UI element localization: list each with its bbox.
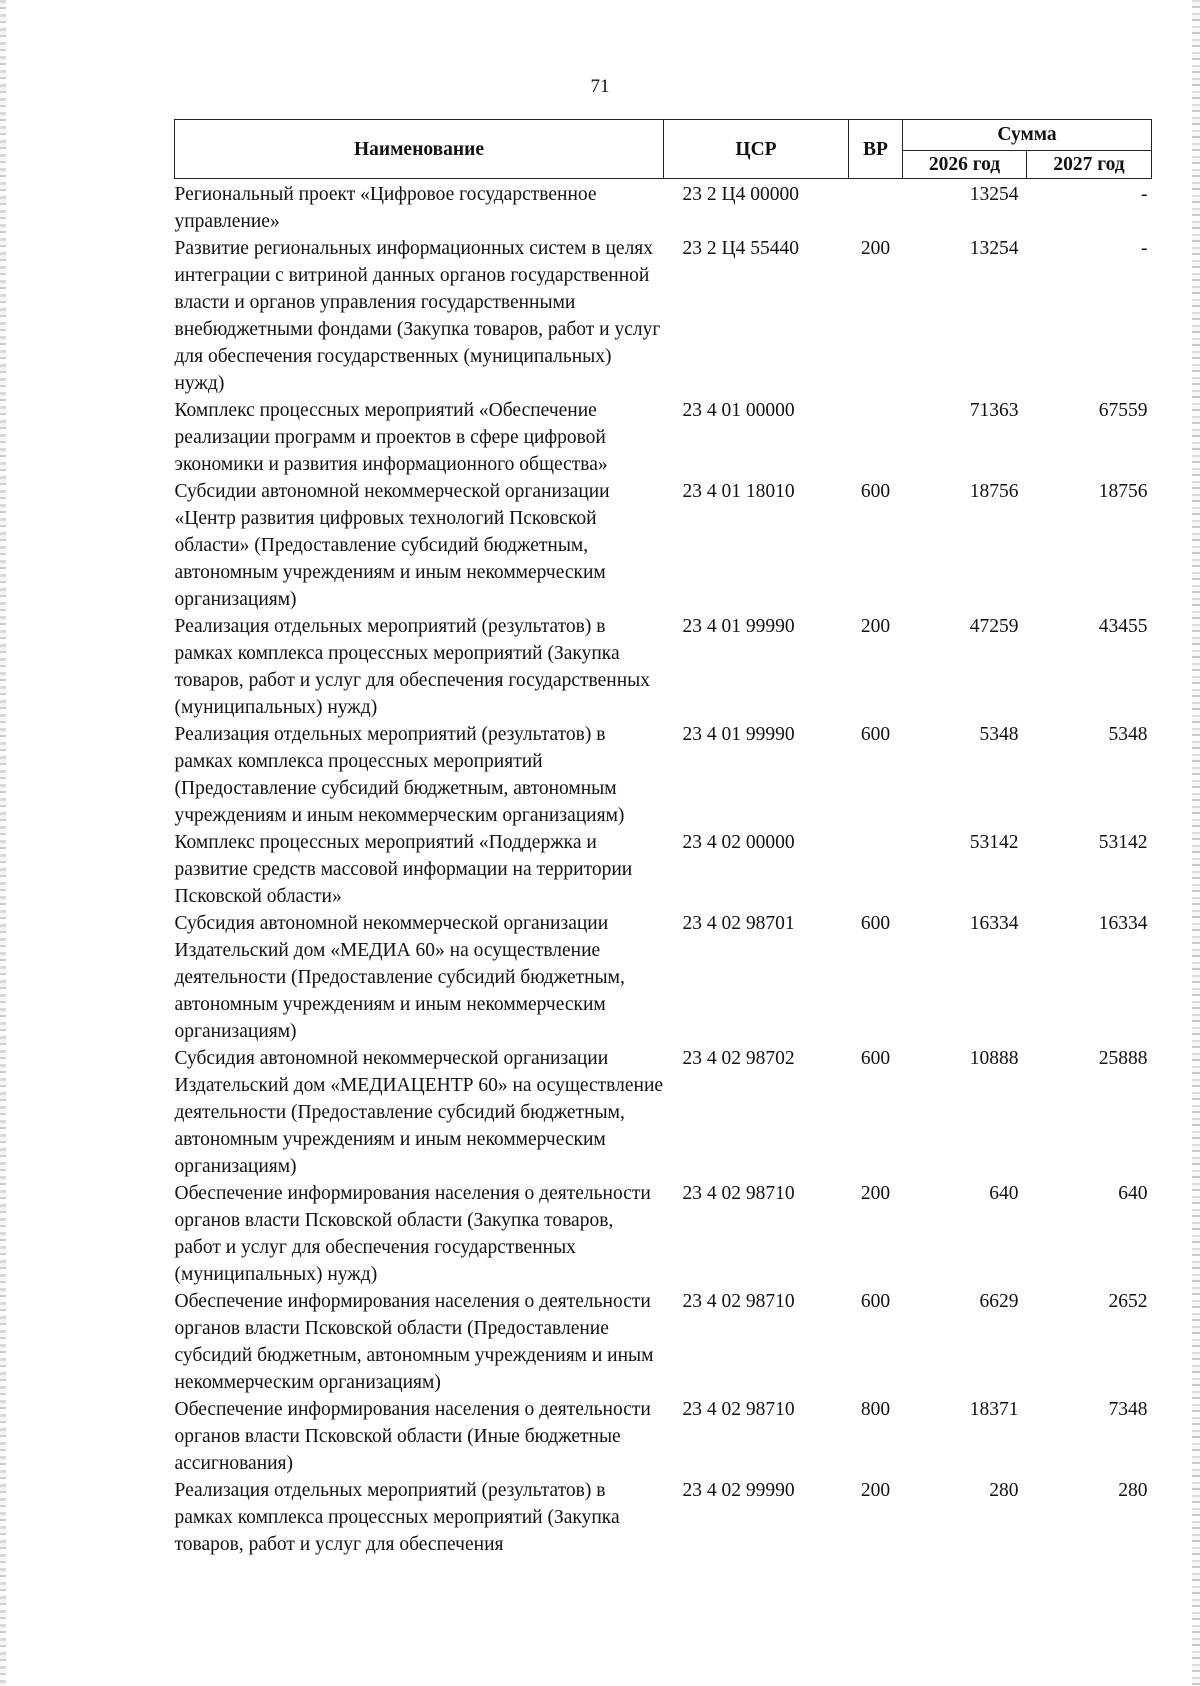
table-row	[175, 1288, 1152, 1396]
cell-csr: 23 4 02 00000	[682, 832, 795, 853]
cell-name: Реализация отдельных мероприятий (результатов) в рамках комплекса процессных мероприятий (Закупка товаров, работ и услуг для обеспечения государственных (муниципальных) нужд)	[174, 616, 650, 718]
cell-sum-2026: 18756	[969, 481, 1019, 502]
cell-name: Субсидия автономной некоммерческой организации Издательский дом «МЕДИА 60» на осуществление деятельности (Предоставление субсидий бюджетным, автономным учреждениям и иным некоммерческим организациям)	[174, 913, 625, 1042]
cell-sum-2026: 13254	[969, 184, 1019, 205]
header-name: Наименование	[175, 120, 664, 179]
table-row	[175, 1045, 1152, 1180]
cell-sum-2027: 640	[1118, 1183, 1148, 1204]
cell-csr: 23 4 01 99990	[682, 616, 795, 637]
cell-vr: 200	[860, 1183, 891, 1204]
cell-name: Обеспечение информирования населения о деятельности органов власти Псковской области (Иные бюджетные ассигнования)	[174, 1399, 651, 1474]
cell-vr: 800	[860, 1399, 891, 1420]
header-csr: ЦСР	[664, 120, 849, 179]
cell-sum-2026: 5348	[979, 724, 1019, 745]
header-year-2027: 2027 год	[1027, 151, 1152, 179]
cell-name: Комплекс процессных мероприятий «Поддержка и развитие средств массовой информации на территории Псковской области»	[174, 832, 633, 907]
cell-sum-2027: 18756	[1098, 481, 1148, 502]
cell-sum-2026: 53142	[969, 832, 1019, 853]
header-vr: ВР	[849, 120, 903, 179]
cell-vr: 200	[860, 238, 891, 259]
cell-name: Обеспечение информирования населения о деятельности органов власти Псковской области (Предоставление субсидий бюджетным, автономным учреждениям и иным некоммерческим организациям)	[174, 1291, 654, 1393]
cell-vr: 600	[860, 481, 891, 502]
table-row	[175, 1180, 1152, 1288]
table-row	[175, 721, 1152, 829]
cell-csr: 23 4 01 99990	[682, 724, 795, 745]
cell-vr	[849, 397, 903, 478]
cell-sum-2027: 25888	[1098, 1048, 1148, 1069]
cell-csr: 23 2 Ц4 55440	[682, 238, 799, 259]
table-row	[175, 179, 1152, 236]
table-row	[175, 397, 1152, 478]
cell-name: Реализация отдельных мероприятий (результатов) в рамках комплекса процессных мероприятий (Закупка товаров, работ и услуг для обеспечения	[174, 1480, 620, 1555]
cell-vr: 600	[860, 1048, 891, 1069]
cell-name: Реализация отдельных мероприятий (результатов) в рамках комплекса процессных мероприятий (Предоставление субсидий бюджетным, автономным учреждениям и иным некоммерческим организациям)	[174, 724, 625, 826]
cell-sum-2027: 2652	[1108, 1291, 1148, 1312]
cell-vr: 600	[860, 913, 891, 934]
page-number: 71	[590, 76, 610, 97]
scan-edge-right	[1192, 0, 1200, 1686]
cell-name: Комплекс процессных мероприятий «Обеспечение реализации программ и проектов в сфере цифровой экономики и развития информационного общества»	[174, 400, 608, 475]
cell-name: Региональный проект «Цифровое государственное управление»	[174, 184, 597, 232]
cell-sum-2026: 18371	[969, 1399, 1019, 1420]
cell-sum-2026: 71363	[969, 400, 1019, 421]
cell-csr: 23 4 01 00000	[682, 400, 795, 421]
table-row	[175, 478, 1152, 613]
cell-sum-2026: 10888	[969, 1048, 1019, 1069]
table-row	[175, 910, 1152, 1045]
cell-name: Обеспечение информирования населения о деятельности органов власти Псковской области (Закупка товаров, работ и услуг для обеспечения государственных (муниципальных) нужд)	[174, 1183, 651, 1285]
cell-vr	[849, 829, 903, 910]
table-row	[175, 1396, 1152, 1477]
cell-sum-2027: -	[1141, 184, 1148, 205]
cell-sum-2027: 16334	[1098, 913, 1148, 934]
cell-csr: 23 4 02 98710	[682, 1399, 795, 1420]
cell-csr: 23 4 02 98702	[682, 1048, 795, 1069]
cell-sum-2026: 640	[989, 1183, 1019, 1204]
cell-sum-2027: -	[1141, 238, 1148, 259]
budget-table	[174, 119, 1152, 1558]
cell-sum-2026: 6629	[979, 1291, 1019, 1312]
table-row	[175, 613, 1152, 721]
cell-csr: 23 4 02 99990	[682, 1480, 795, 1501]
cell-csr: 23 4 02 98701	[682, 913, 795, 934]
cell-vr: 600	[860, 1291, 891, 1312]
scan-edge-left	[0, 0, 6, 1686]
cell-sum-2026: 13254	[969, 238, 1019, 259]
cell-sum-2027: 280	[1118, 1480, 1148, 1501]
cell-sum-2026: 16334	[969, 913, 1019, 934]
table-row	[175, 235, 1152, 397]
cell-sum-2026: 280	[989, 1480, 1019, 1501]
table-header	[175, 120, 1152, 179]
cell-vr: 200	[860, 1480, 891, 1501]
cell-sum-2027: 67559	[1098, 400, 1148, 421]
table-body	[175, 179, 1152, 1559]
cell-name: Развитие региональных информационных систем в целях интеграции с витриной данных органов государственной власти и органов управления государственными внебюджетными фондами (Закупка товаров, работ и услуг для обеспечения государственных (муниципальных) нужд)	[174, 238, 661, 394]
cell-sum-2027: 5348	[1108, 724, 1148, 745]
cell-sum-2027: 53142	[1098, 832, 1148, 853]
cell-sum-2027: 7348	[1108, 1399, 1148, 1420]
cell-vr: 600	[860, 724, 891, 745]
cell-csr: 23 4 02 98710	[682, 1183, 795, 1204]
cell-sum-2027: 43455	[1098, 616, 1148, 637]
cell-vr: 200	[860, 616, 891, 637]
cell-csr: 23 4 02 98710	[682, 1291, 795, 1312]
table-row	[175, 1477, 1152, 1558]
cell-sum-2026: 47259	[969, 616, 1019, 637]
cell-name: Субсидии автономной некоммерческой организации «Центр развития цифровых технологий Псковской области» (Предоставление субсидий бюджетным, автономным учреждениям и иным некоммерческим организациям)	[174, 481, 610, 610]
cell-vr	[849, 179, 903, 236]
cell-csr: 23 2 Ц4 00000	[682, 184, 799, 205]
table-row	[175, 829, 1152, 910]
cell-csr: 23 4 01 18010	[682, 481, 795, 502]
header-year-2026: 2026 год	[903, 151, 1027, 179]
header-sum: Сумма	[903, 120, 1152, 151]
cell-name: Субсидия автономной некоммерческой организации Издательский дом «МЕДИАЦЕНТР 60» на осуществление деятельности (Предоставление субсидий бюджетным, автономным учреждениям и иным некоммерческим организациям)	[174, 1048, 664, 1177]
